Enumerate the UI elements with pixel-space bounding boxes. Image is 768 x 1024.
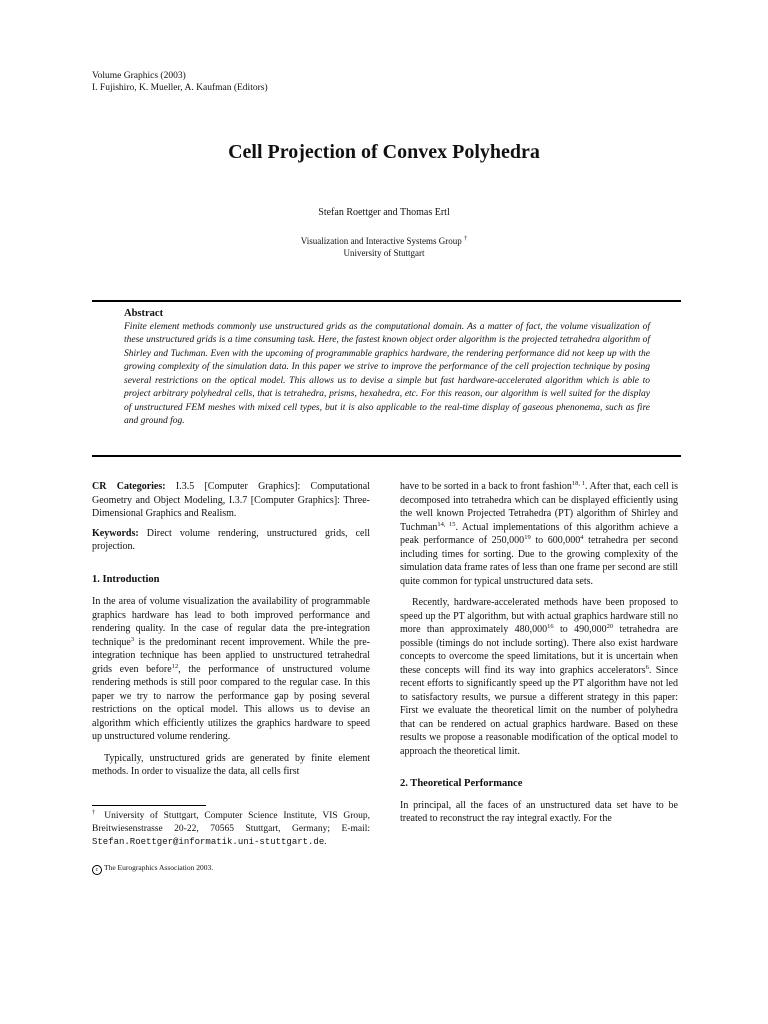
citation: 19	[524, 534, 531, 541]
keywords-text: Direct volume rendering, unstructured grids, cell projection.	[92, 527, 371, 552]
affiliation-group: Visualization and Interactive Systems Group	[300, 236, 462, 246]
keywords-label: Keywords:	[92, 527, 139, 539]
citation: 20	[606, 623, 614, 630]
left-column	[92, 480, 370, 779]
intro-paragraph-1: In the area of volume visualization the availability of programmable graphics hardware has lead to both improved performance and rendering quality. In the case of regular data the pre-integration technique$^3$ is the predominant recent improvement. While the pre-integration technique has been applied to unstructured tetrahedral grids even before$^{12}$, the performance of unstructured volume rendering methods is still poor compared to the regular case. In this paper we try to narrow the performance gap by posing several restrictions on the optical model. This allows us to devise an algorithm which efficiently utilizes the graphics hardware to speed up unstructured volume rendering.	[92, 596, 370, 742]
intro-paragraph-3: have to be sorted in a back to front fashion$^{18, 1}$. After that, each cell is decomposed into tetrahedra which can be displayed efficiently using the well known Projected Tetrahedra (PT) algorithm of Shirley and Tuchman$^{14, 15}$. Actual implementations of this algorithm achieve a peak performance of 250,000$^{19}$ to 600,000$^4$ tetrahedra per second including times for sorting. Due to the growing complexity of the simulation data frame rates of less than one frame per second are still quite common for typical unstructured data sets.	[400, 480, 679, 587]
abstract-bottom-rule	[92, 455, 681, 457]
affiliation	[0, 235, 768, 259]
footnote-mark: †	[92, 809, 99, 816]
right-column	[400, 480, 678, 826]
footnote: † University of Stuttgart, Computer Science Institute, VIS Group, Breitwiesenstrasse 20-22, 70565 Stuttgart, Germany; E-mail: Stefan.Roettger@informatik.uni-stuttgart.de.	[92, 809, 370, 847]
copyright-symbol: c	[92, 865, 102, 875]
section-1-heading: 1. Introduction	[92, 573, 160, 585]
editors-line: I. Fujishiro, K. Mueller, A. Kaufman (Editors)	[92, 83, 268, 93]
abstract-text: Finite element methods commonly use unstructured grids as the computational domain. As a matter of fact, the volume visualization of these unstructured grids is a time consuming task. Here, the fastest known object order algorithm is the projected tetrahedra algorithm of Shirley and Tuchman. Even with the upcoming of programmable graphics hardware, the rendering performance did not keep up with the growing complexity of the simulation data. In this paper we strive to improve the performance of the cell projection technique by posing several restrictions on the optical model. This allows us to devise a simple but fast hardware-accelerated algorithm which is able to project arbitrary polyhedral cells, that is tetrahedra, prisms, hexahedra, etc. For this reason, our algorithm is well suited for the display of unstructured FEM meshes with mixed cell types, but it is also applicable to the real-time display of gaseous phenonema, such as fire and ground fog.	[124, 321, 650, 426]
affiliation-footnote-mark: †	[463, 235, 468, 242]
citation: 14, 15	[437, 520, 456, 528]
citation: 4	[580, 534, 584, 541]
copyright-text: The Eurographics Association 2003.	[104, 863, 214, 872]
cr-label: CR Categories:	[92, 481, 166, 492]
intro-paragraph-4: Recently, hardware-accelerated methods have been proposed to speed up the PT algorithm, but with actual graphics hardware still no more than approximately 480,000$^{16}$ to 490,000$^{20}$ tetrahedra are possible (timings do not include sorting). There also exist hardware concepts to overcome the speed limitations, but it is uncertain when these concepts will find its way into graphics accelerators$^6$. Since recent efforts to significantly speed up the PT algorithm have not led to satisfactory results, we pursue a different strategy in this paper: First we evaluate the theoretical limit on the number of polyhedra that can be rendered on actual graphics hardware. Based on these results we propose a reasonable modification of the optical model to approach the theoretical limit.	[400, 597, 679, 757]
citation: 3	[130, 635, 135, 643]
footnote-text: University of Stuttgart, Computer Science Institute, VIS Group, Breitwiesenstrasse 20-22, 70565 Stuttgart, Germany; E-mail:	[92, 811, 370, 834]
paper-title: Cell Projection of Convex Polyhedra	[228, 141, 540, 163]
affiliation-university: University of Stuttgart	[343, 248, 425, 258]
venue-line: Volume Graphics (2003)	[92, 71, 186, 81]
footnote-rule	[92, 805, 206, 806]
venue-header	[92, 70, 268, 94]
keywords	[92, 527, 370, 554]
citation: 6	[645, 663, 649, 671]
authors: Stefan Roettger and Thomas Ertl	[318, 207, 450, 218]
citation: 16	[547, 623, 554, 630]
footnote-email: Stefan.Roettger@informatik.uni-stuttgart.de	[92, 837, 325, 847]
intro-paragraph-2: Typically, unstructured grids are generated by finite element methods. In order to visualize the data, all cells first	[92, 752, 370, 777]
citation: 12	[171, 662, 179, 670]
citation: 18, 1	[571, 480, 585, 487]
theory-paragraph-1: In principal, all the faces of an unstructured data set have to be treated to reconstruct the ray integral exactly. For the	[400, 799, 678, 824]
abstract	[124, 307, 650, 429]
copyright	[92, 863, 213, 875]
section-2-heading: 2. Theoretical Performance	[400, 778, 523, 789]
cr-text: I.3.5 [Computer Graphics]: Computational Geometry and Object Modeling, I.3.7 [Computer Graphics]: Three-Dimensional Graphics and Realism.	[92, 481, 371, 519]
abstract-top-rule	[92, 300, 681, 302]
cr-categories	[92, 480, 370, 521]
abstract-heading: Abstract	[124, 308, 164, 319]
